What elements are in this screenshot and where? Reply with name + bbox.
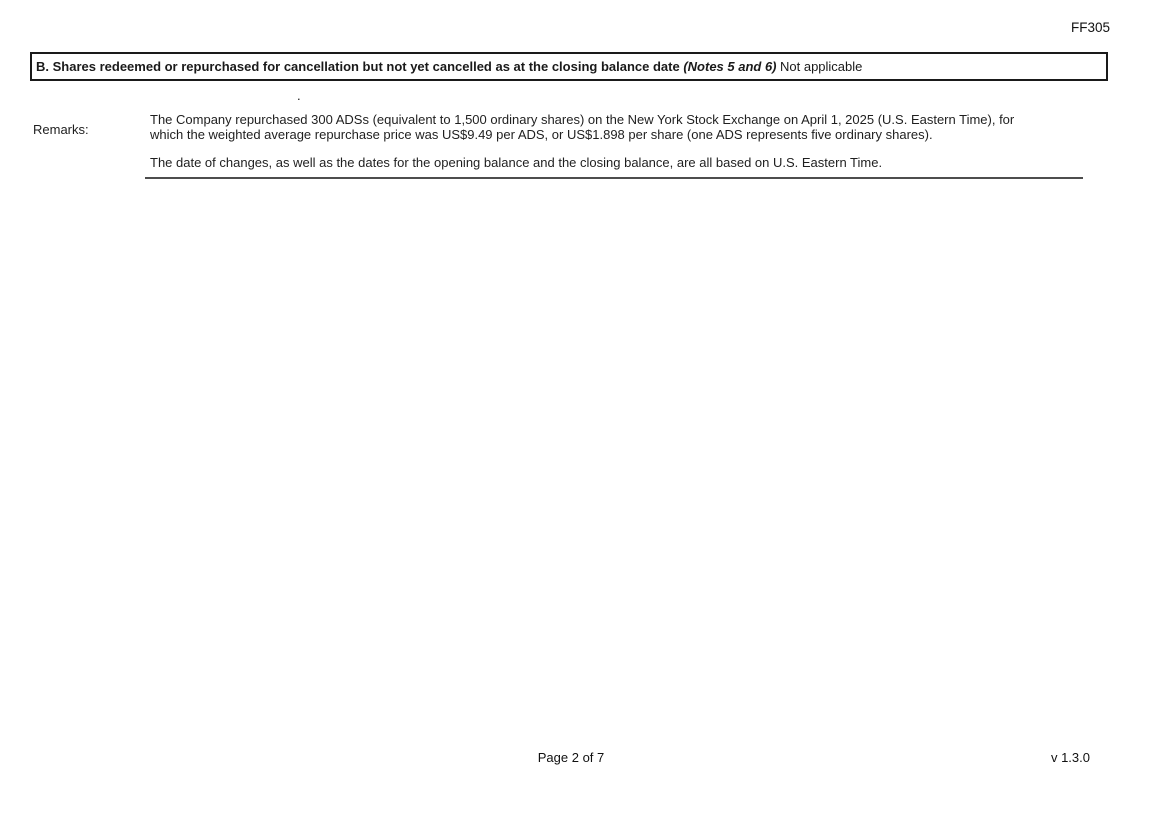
page-indicator: Page 2 of 7 bbox=[537, 750, 605, 765]
section-b-label bbox=[36, 54, 777, 79]
section-b-title: B. Shares redeemed or repurchased for cancellation but not yet cancelled as at the closing balance date bbox=[36, 59, 684, 74]
section-b-value: Not applicable bbox=[780, 59, 863, 74]
version-label: v 1.3.0 bbox=[1050, 750, 1090, 765]
form-code-label: FF305 bbox=[1070, 20, 1110, 35]
remarks-paragraph: The Company repurchased 300 ADSs (equivalent to 1,500 ordinary shares) on the New York Stock Exchange on April 1, 2025 (U.S. Eastern Time), for which the weighted average repurchase price was US$9.49 per ADS, or US$1.898 per share (one ADS represents five ordinary shares). bbox=[150, 112, 1015, 142]
stray-dot: . bbox=[297, 88, 301, 103]
remarks-note-underlined: The date of changes, as well as the dates for the opening balance and the closing balance, are all based on U.S. Eastern Time. bbox=[145, 156, 1083, 179]
section-b-box bbox=[30, 52, 1108, 81]
section-b-notes: (Notes 5 and 6) bbox=[683, 59, 777, 74]
remarks-label: Remarks: bbox=[33, 122, 89, 137]
